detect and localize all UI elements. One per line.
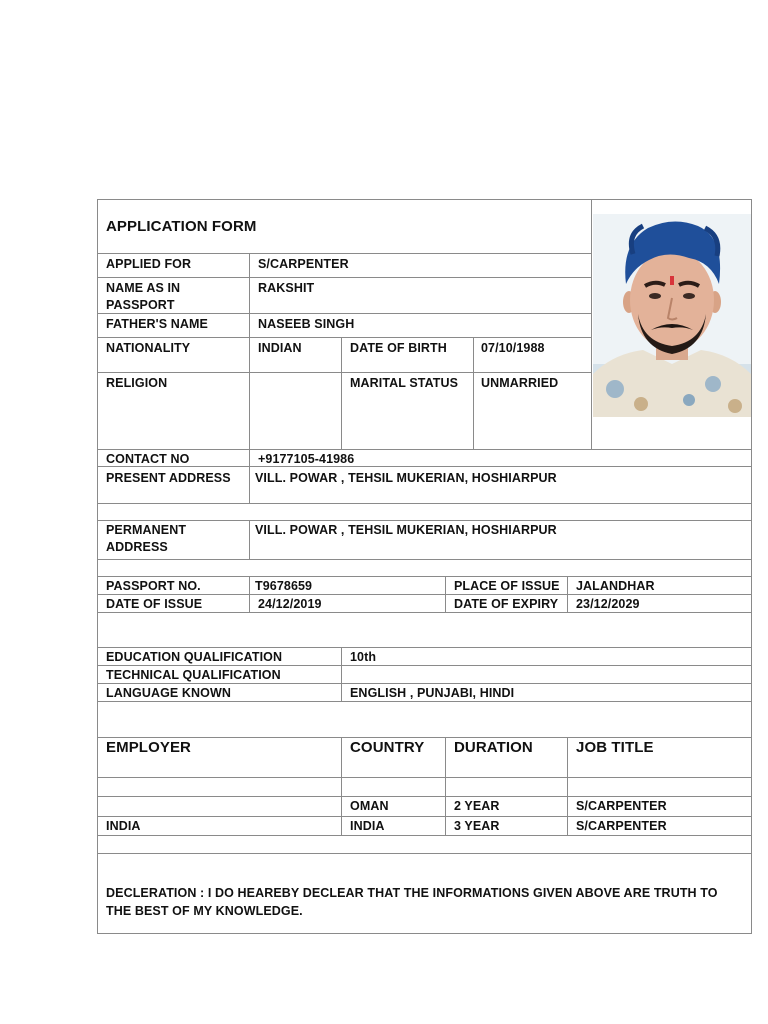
form-title: APPLICATION FORM (106, 218, 257, 235)
place-of-issue-label: PLACE OF ISSUE (454, 579, 560, 593)
name-value: RAKSHIT (258, 281, 315, 295)
employment-row-2-country: INDIA (350, 819, 385, 833)
employment-row-2-duration: 3 YEAR (454, 819, 500, 833)
employment-row-1-country: OMAN (350, 799, 389, 813)
applicant-photo (593, 214, 751, 417)
permanent-address-value: VILL. POWAR , TEHSIL MUKERIAN, HOSHIARPUR (255, 523, 557, 537)
religion-label: RELIGION (106, 376, 168, 390)
country-header: COUNTRY (350, 739, 425, 756)
passport-no-label: PASSPORT NO. (106, 579, 201, 593)
nationality-label: NATIONALITY (106, 341, 191, 355)
contact-value: +9177105-41986 (258, 452, 355, 466)
marital-status-value: UNMARRIED (481, 376, 559, 390)
education-value: 10th (350, 650, 377, 664)
date-of-issue-label: DATE OF ISSUE (106, 597, 203, 611)
employment-row-1-job-title: S/CARPENTER (576, 799, 667, 813)
dob-label: DATE OF BIRTH (350, 341, 447, 355)
father-name-label: FATHER'S NAME (106, 317, 208, 331)
father-name-value: NASEEB SINGH (258, 317, 355, 331)
language-value: ENGLISH , PUNJABI, HINDI (350, 686, 515, 700)
date-of-expiry-label: DATE OF EXPIRY (454, 597, 559, 611)
passport-no-value: T9678659 (255, 579, 313, 593)
declaration-text: DECLERATION : I DO HEAREBY DECLEAR THAT THE INFORMATIONS GIVEN ABOVE ARE TRUTH TO THE BEST OF MY KNOWLEDGE. (106, 886, 718, 918)
date-of-expiry-value: 23/12/2029 (576, 597, 640, 611)
employment-row-1-duration: 2 YEAR (454, 799, 500, 813)
present-address-label: PRESENT ADDRESS (106, 471, 231, 485)
job-title-header: JOB TITLE (576, 739, 654, 756)
duration-header: DURATION (454, 739, 533, 756)
applied-for-value: S/CARPENTER (258, 257, 349, 271)
employer-header: EMPLOYER (106, 739, 191, 756)
employment-row-2-employer: INDIA (106, 819, 141, 833)
employment-row-2-job-title: S/CARPENTER (576, 819, 667, 833)
date-of-issue-value: 24/12/2019 (258, 597, 322, 611)
dob-value: 07/10/1988 (481, 341, 545, 355)
place-of-issue-value: JALANDHAR (576, 579, 655, 593)
applied-for-label: APPLIED FOR (106, 257, 192, 271)
technical-label: TECHNICAL QUALIFICATION (106, 668, 281, 682)
name-label: NAME AS IN PASSPORT (106, 281, 181, 312)
education-label: EDUCATION QUALIFICATION (106, 650, 283, 664)
nationality-value: INDIAN (258, 341, 302, 355)
permanent-address-label: PERMANENT ADDRESS (106, 523, 187, 554)
language-label: LANGUAGE KNOWN (106, 686, 232, 700)
contact-label: CONTACT NO (106, 452, 190, 466)
present-address-value: VILL. POWAR , TEHSIL MUKERIAN, HOSHIARPUR (255, 471, 557, 485)
marital-status-label: MARITAL STATUS (350, 376, 459, 390)
